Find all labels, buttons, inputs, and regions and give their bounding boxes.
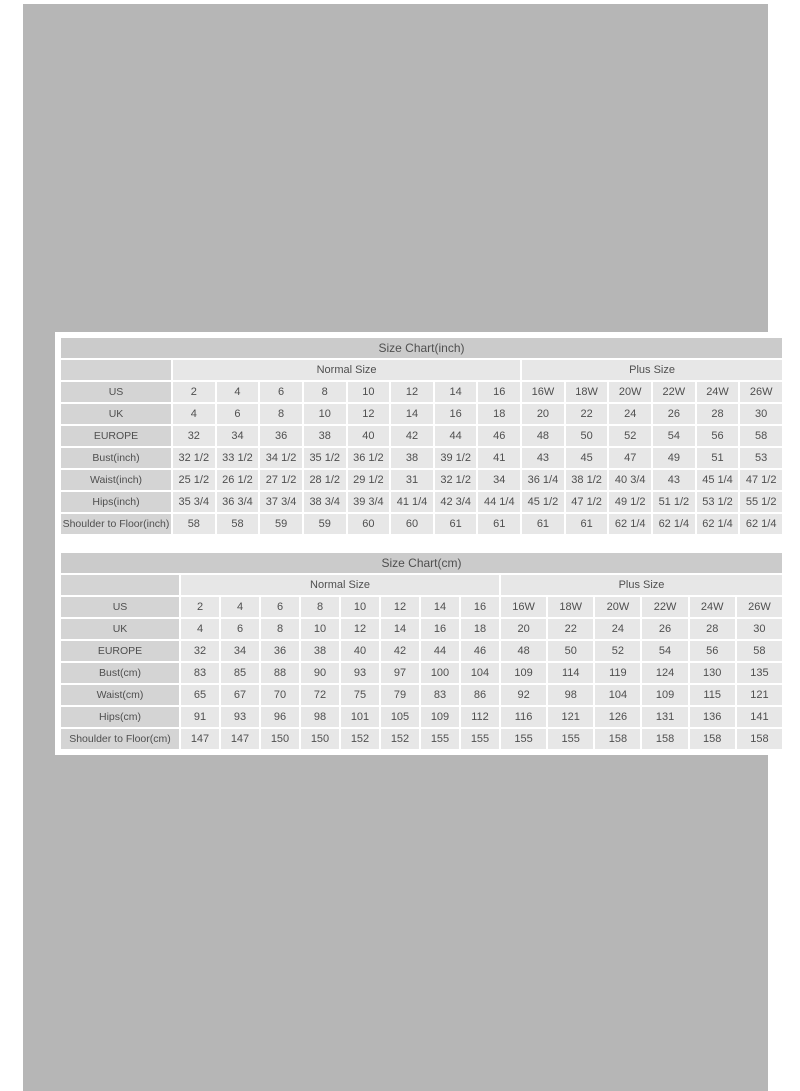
size-cell: 83 (421, 685, 459, 705)
size-cell: 34 (221, 641, 259, 661)
size-cell: 44 (421, 641, 459, 661)
size-cell: 59 (304, 514, 346, 534)
size-cell: 98 (301, 707, 339, 727)
size-cell: 70 (261, 685, 299, 705)
size-cell: 135 (737, 663, 782, 683)
size-cell: 72 (301, 685, 339, 705)
size-cell: 14 (435, 382, 477, 402)
size-cell: 38 (301, 641, 339, 661)
size-cell: 121 (737, 685, 782, 705)
normal-size-header: Normal Size (173, 360, 520, 380)
size-cell: 41 (478, 448, 520, 468)
size-row (61, 382, 782, 402)
size-cell: 12 (341, 619, 379, 639)
size-cell: 155 (461, 729, 499, 749)
row-label: Hips(inch) (61, 492, 171, 512)
row-label: Waist(inch) (61, 470, 171, 490)
size-cell: 35 1/2 (304, 448, 346, 468)
size-cell: 109 (501, 663, 546, 683)
size-cell: 6 (260, 382, 302, 402)
row-label: UK (61, 404, 171, 424)
size-cell: 104 (461, 663, 499, 683)
size-cell: 16W (501, 597, 546, 617)
size-cell: 60 (391, 514, 433, 534)
row-label: US (61, 597, 179, 617)
size-cell: 16 (461, 597, 499, 617)
plus-size-header: Plus Size (522, 360, 782, 380)
size-cell: 52 (609, 426, 651, 446)
size-table-body (61, 382, 782, 534)
size-cell: 27 1/2 (260, 470, 302, 490)
size-cell: 28 (690, 619, 735, 639)
size-cell: 12 (381, 597, 419, 617)
size-cell: 18W (548, 597, 593, 617)
size-cell: 56 (690, 641, 735, 661)
size-cell: 97 (381, 663, 419, 683)
size-cell: 61 (478, 514, 520, 534)
size-cell: 22 (566, 404, 608, 424)
size-cell: 45 1/4 (697, 470, 739, 490)
size-cell: 155 (421, 729, 459, 749)
size-cell: 29 1/2 (348, 470, 390, 490)
size-cell: 24 (609, 404, 651, 424)
size-cell: 152 (341, 729, 379, 749)
size-cell: 39 3/4 (348, 492, 390, 512)
size-cell: 4 (181, 619, 219, 639)
size-chart-inch-table (59, 336, 784, 536)
size-cell: 47 1/2 (566, 492, 608, 512)
size-cell: 34 (217, 426, 259, 446)
size-cell: 6 (261, 597, 299, 617)
size-cell: 45 (566, 448, 608, 468)
size-cell: 14 (421, 597, 459, 617)
size-cell: 8 (304, 382, 346, 402)
size-row (61, 426, 782, 446)
size-cell: 24 (595, 619, 640, 639)
size-row (61, 729, 782, 749)
row-label: US (61, 382, 171, 402)
size-cell: 67 (221, 685, 259, 705)
size-cell: 38 1/2 (566, 470, 608, 490)
size-cell: 18 (478, 404, 520, 424)
size-cell: 92 (501, 685, 546, 705)
size-cell: 24W (697, 382, 739, 402)
size-cell: 36 (261, 641, 299, 661)
size-cell: 14 (381, 619, 419, 639)
size-row (61, 492, 782, 512)
size-cell: 96 (261, 707, 299, 727)
size-row (61, 663, 782, 683)
size-cell: 58 (737, 641, 782, 661)
row-label: Bust(cm) (61, 663, 179, 683)
group-header-row (61, 575, 782, 595)
size-cell: 54 (642, 641, 687, 661)
size-cell: 38 (391, 448, 433, 468)
size-cell: 56 (697, 426, 739, 446)
row-label: Waist(cm) (61, 685, 179, 705)
size-cell: 16 (478, 382, 520, 402)
size-cell: 46 (461, 641, 499, 661)
size-cell: 90 (301, 663, 339, 683)
row-label: Shoulder to Floor(inch) (61, 514, 171, 534)
size-cell: 53 (740, 448, 782, 468)
size-cell: 51 1/2 (653, 492, 695, 512)
size-cell: 39 1/2 (435, 448, 477, 468)
size-cell: 26 (653, 404, 695, 424)
size-cell: 16 (435, 404, 477, 424)
size-cell: 51 (697, 448, 739, 468)
size-cell: 22 (548, 619, 593, 639)
size-cell: 112 (461, 707, 499, 727)
size-cell: 49 (653, 448, 695, 468)
size-cell: 32 1/2 (435, 470, 477, 490)
normal-size-header: Normal Size (181, 575, 499, 595)
size-cell: 32 (173, 426, 215, 446)
size-cell: 22W (653, 382, 695, 402)
group-header-row (61, 360, 782, 380)
size-cell: 119 (595, 663, 640, 683)
size-cell: 155 (548, 729, 593, 749)
size-cell: 26W (737, 597, 782, 617)
size-row (61, 470, 782, 490)
size-row (61, 514, 782, 534)
size-cell: 48 (501, 641, 546, 661)
size-cell: 32 (181, 641, 219, 661)
size-cell: 30 (740, 404, 782, 424)
size-cell: 53 1/2 (697, 492, 739, 512)
size-cell: 62 1/4 (609, 514, 651, 534)
size-cell: 16 (421, 619, 459, 639)
size-cell: 40 (348, 426, 390, 446)
size-chart-cm-table (59, 551, 784, 751)
size-cell: 141 (737, 707, 782, 727)
size-cell: 26W (740, 382, 782, 402)
size-cell: 130 (690, 663, 735, 683)
size-row (61, 597, 782, 617)
size-cell: 26 (642, 619, 687, 639)
size-cell: 38 (304, 426, 346, 446)
size-cell: 109 (421, 707, 459, 727)
size-cell: 6 (221, 619, 259, 639)
size-cell: 20 (522, 404, 564, 424)
size-cell: 44 1/4 (478, 492, 520, 512)
size-row (61, 448, 782, 468)
size-cell: 20W (609, 382, 651, 402)
size-cell: 8 (261, 619, 299, 639)
title-row (61, 553, 782, 573)
size-cell: 18W (566, 382, 608, 402)
size-cell: 8 (301, 597, 339, 617)
size-cell: 147 (181, 729, 219, 749)
size-cell: 24W (690, 597, 735, 617)
size-cell: 36 (260, 426, 302, 446)
size-cell: 150 (301, 729, 339, 749)
size-cell: 62 1/4 (653, 514, 695, 534)
size-cell: 16W (522, 382, 564, 402)
size-cell: 14 (391, 404, 433, 424)
size-cell: 12 (391, 382, 433, 402)
size-cell: 121 (548, 707, 593, 727)
size-cell: 61 (522, 514, 564, 534)
size-cell: 93 (221, 707, 259, 727)
row-label: Hips(cm) (61, 707, 179, 727)
size-row (61, 685, 782, 705)
size-cell: 26 1/2 (217, 470, 259, 490)
size-cell: 55 1/2 (740, 492, 782, 512)
size-cell: 10 (301, 619, 339, 639)
size-cell: 28 1/2 (304, 470, 346, 490)
size-cell: 38 3/4 (304, 492, 346, 512)
size-cell: 50 (566, 426, 608, 446)
size-table-body (61, 597, 782, 749)
size-cell: 36 3/4 (217, 492, 259, 512)
product-image-background (23, 4, 777, 1091)
size-cell: 100 (421, 663, 459, 683)
corner-cell (61, 575, 179, 595)
size-cell: 79 (381, 685, 419, 705)
size-cell: 59 (260, 514, 302, 534)
size-cell: 46 (478, 426, 520, 446)
size-cell: 2 (181, 597, 219, 617)
size-cell: 88 (261, 663, 299, 683)
size-cell: 158 (737, 729, 782, 749)
size-cell: 12 (348, 404, 390, 424)
size-chart-panel (55, 332, 788, 755)
table-title-cm: Size Chart(cm) (61, 553, 782, 573)
size-cell: 4 (173, 404, 215, 424)
size-cell: 40 3/4 (609, 470, 651, 490)
size-cell: 32 1/2 (173, 448, 215, 468)
size-cell: 48 (522, 426, 564, 446)
size-cell: 126 (595, 707, 640, 727)
corner-cell (61, 360, 171, 380)
row-label: EUROPE (61, 426, 171, 446)
size-cell: 36 1/2 (348, 448, 390, 468)
size-cell: 58 (740, 426, 782, 446)
size-cell: 47 (609, 448, 651, 468)
plus-size-header: Plus Size (501, 575, 782, 595)
table-title-inch: Size Chart(inch) (61, 338, 782, 358)
size-cell: 34 (478, 470, 520, 490)
size-cell: 91 (181, 707, 219, 727)
size-cell: 28 (697, 404, 739, 424)
size-cell: 98 (548, 685, 593, 705)
size-cell: 58 (173, 514, 215, 534)
size-cell: 61 (435, 514, 477, 534)
size-cell: 85 (221, 663, 259, 683)
row-label: Bust(inch) (61, 448, 171, 468)
size-cell: 62 1/4 (697, 514, 739, 534)
size-cell: 152 (381, 729, 419, 749)
size-cell: 25 1/2 (173, 470, 215, 490)
size-cell: 43 (522, 448, 564, 468)
size-cell: 62 1/4 (740, 514, 782, 534)
size-cell: 10 (341, 597, 379, 617)
size-row (61, 707, 782, 727)
size-cell: 52 (595, 641, 640, 661)
size-cell: 124 (642, 663, 687, 683)
title-row (61, 338, 782, 358)
size-cell: 22W (642, 597, 687, 617)
row-label: Shoulder to Floor(cm) (61, 729, 179, 749)
size-cell: 36 1/4 (522, 470, 564, 490)
size-cell: 2 (173, 382, 215, 402)
size-cell: 61 (566, 514, 608, 534)
size-cell: 109 (642, 685, 687, 705)
size-cell: 33 1/2 (217, 448, 259, 468)
row-label: UK (61, 619, 179, 639)
size-cell: 104 (595, 685, 640, 705)
size-cell: 155 (501, 729, 546, 749)
size-cell: 43 (653, 470, 695, 490)
size-cell: 42 (381, 641, 419, 661)
size-cell: 10 (348, 382, 390, 402)
size-cell: 8 (260, 404, 302, 424)
size-cell: 31 (391, 470, 433, 490)
size-cell: 136 (690, 707, 735, 727)
size-cell: 58 (217, 514, 259, 534)
size-cell: 86 (461, 685, 499, 705)
size-cell: 20W (595, 597, 640, 617)
size-cell: 44 (435, 426, 477, 446)
size-cell: 47 1/2 (740, 470, 782, 490)
size-cell: 75 (341, 685, 379, 705)
size-cell: 18 (461, 619, 499, 639)
size-cell: 34 1/2 (260, 448, 302, 468)
size-cell: 116 (501, 707, 546, 727)
size-cell: 42 (391, 426, 433, 446)
size-cell: 4 (217, 382, 259, 402)
row-label: EUROPE (61, 641, 179, 661)
size-cell: 54 (653, 426, 695, 446)
size-cell: 50 (548, 641, 593, 661)
size-cell: 40 (341, 641, 379, 661)
size-cell: 35 3/4 (173, 492, 215, 512)
size-cell: 158 (642, 729, 687, 749)
size-cell: 45 1/2 (522, 492, 564, 512)
size-cell: 150 (261, 729, 299, 749)
size-cell: 10 (304, 404, 346, 424)
size-cell: 4 (221, 597, 259, 617)
size-cell: 6 (217, 404, 259, 424)
size-row (61, 404, 782, 424)
size-cell: 105 (381, 707, 419, 727)
size-cell: 42 3/4 (435, 492, 477, 512)
size-cell: 93 (341, 663, 379, 683)
size-cell: 114 (548, 663, 593, 683)
size-cell: 147 (221, 729, 259, 749)
size-cell: 158 (690, 729, 735, 749)
size-cell: 30 (737, 619, 782, 639)
size-cell: 20 (501, 619, 546, 639)
size-cell: 115 (690, 685, 735, 705)
size-cell: 49 1/2 (609, 492, 651, 512)
size-cell: 83 (181, 663, 219, 683)
size-cell: 101 (341, 707, 379, 727)
size-cell: 60 (348, 514, 390, 534)
size-row (61, 641, 782, 661)
size-cell: 37 3/4 (260, 492, 302, 512)
size-cell: 131 (642, 707, 687, 727)
size-cell: 158 (595, 729, 640, 749)
size-cell: 41 1/4 (391, 492, 433, 512)
size-cell: 65 (181, 685, 219, 705)
size-row (61, 619, 782, 639)
